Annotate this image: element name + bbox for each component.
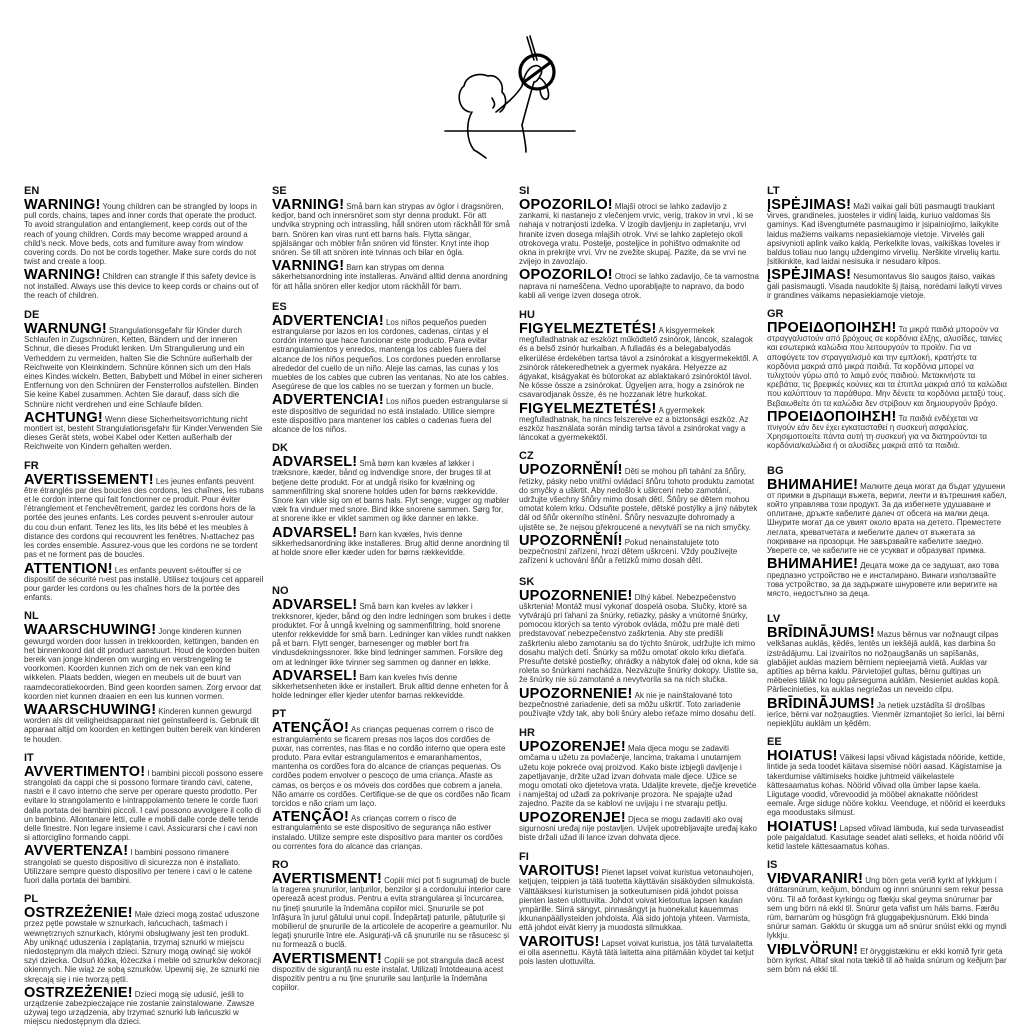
warning-text: Ja netiek uzstādīta šī drošības ierīce, bērni var nožņaugties. Vienmēr izmantojiet šo ierīci, lai bērni nepiekļūtu auklām un ķēdēm. [767, 700, 1005, 728]
warning-text: Mlajši otroci se lahko zadavijo z zankami, ki nastanejo z vlečenjem vrvic, verig, trakov in vrvi , ki se nahaja v notranjosti izdelka. V izogib davljenju in zapletanju, vrvi hranite izven dosega mlajših otrok. Vrvi se lahko zapletejo okoli otrokovega vratu. Postelje, posteljice in pohištvo odmaknite od okna in prekrijte vrvi. Vrv ne zvežite skupaj. Pazite, da se vrvi ne zvijejo in zavozlajo. [519, 202, 754, 267]
warning-text: Малките деца могат да бъдат удушени от примки в дърпащи въжета, вериги, ленти и вътрешния кабел, който управлява този продукт. За да избегнете удушаване и оплитане, дръжте кабелите далеч от обсега на малки деца. Шнурите могат да се увият около врата на детето. Преместете леглата, креватчетата и мебелите далеч от въжетата за покриване на прозорци. Не завързвайте кабелите заедно. Уверете се, че кабелите не се усукват и образуват примка. [767, 481, 1007, 556]
language-section-is [767, 859, 1007, 974]
language-section-hr [519, 727, 759, 842]
language-code: BG [767, 464, 784, 477]
language-section-it [24, 752, 264, 885]
warning-title: VIÐLVÖRUN! [767, 941, 859, 958]
warning-paragraph [24, 622, 264, 701]
warning-text: Djeca se mogu zadaviti ako ovaj sigurnosni uređaj nije postavljen. Uvijek upotrebljavajte uređaj kako biste držali užad ili lance izvan dohvata djece. [519, 814, 757, 842]
warning-paragraph [24, 843, 264, 885]
language-code: SI [519, 185, 530, 197]
warning-title: WARNING! [24, 267, 101, 284]
warning-title: ACHTUNG! [24, 409, 103, 426]
language-code: DE [24, 309, 40, 322]
warning-text: Barn kan kveles hvis denne sikkerhetsenheten ikke er installert. Bruk alltid denne enheten for å holde ledninger eller kjeder utenfor barnas rekkevidde. [272, 672, 509, 701]
warning-text: A kisgyermekek megfulladhatnak az eszközt működtető zsinórok, láncok, szalagok és a belső zsinór hurkaiban. A fulladás és a belegabalyodás elkerülése érdekében tartsa távol a zsinórokat a kisgyermekektől. A zsinórok rátekeredhetnek a gyermek nyakára. Helyezze az ágyakat, kiságyakat és bútorokat az ablaktakaró zsinóroktól távol. Ne kösse össze a zsinórokat. Ügyeljen arra, hogy a zsinórok ne csavarodjanak össze, és ne hozzanak létre hurkokat. [519, 326, 758, 400]
warning-paragraph [767, 197, 1007, 267]
warning-paragraph [767, 871, 1007, 941]
language-code: ES [272, 300, 287, 313]
warning-text: I bambini piccoli possono essere strangolati da cappi che si possono formare tirando cavi, catene, nastri e il cavo interno che serve per operare questo prodotto. Per evitare lo strangolamento e l›intrappolamento tenere le corde fuori dalla portata dei bambini piccoli. I cavi possono avvolgere il collo di un bambino. Allontanare letti, culle e mobili dalle corde delle tende delle finestre. Non legare insieme i cavi. Assicurarsi che i cavi non si attorciglino formando cappi. [24, 768, 263, 843]
warning-text: Pokud nenainstalujete toto bezpečnostní zařízení, hrozí dětem uškrcení. Vždy používejte zařízení k uchování šňůr a řetízků mimo dosah dětí. [519, 537, 738, 566]
language-code: IT [24, 751, 34, 764]
warning-paragraph [519, 933, 759, 967]
warning-text: Децата може да се задушат, ако това предпазно устройство не е инсталирано. Винаги използвайте това устройство, за да задържате шнуровете или веригите на място, недостъпно за деца. [767, 561, 1000, 598]
warning-text: Les enfants peuvent s›étouffer si ce dispositif de sécurité n›est pas installé. Utilisez toujours cet appareil pour garder les cordons ou les chaînes hors de la portée des enfants. [24, 565, 264, 603]
language-section-ee [767, 736, 1007, 851]
warning-title: FIGYELMEZTETÉS! [519, 321, 657, 338]
language-code: EN [24, 185, 40, 197]
warning-column [24, 185, 264, 1032]
warning-text: Barn kan strypas om denna säkerhetsanordning inte installeras. Använd alltid denna anordning för att hålla snören eller kedjor utom räckhåll för barn. [272, 263, 508, 291]
warning-paragraph [272, 392, 512, 435]
warning-title: OPOZORILO! [519, 267, 613, 284]
warning-paragraph [519, 400, 759, 443]
warning-text: Copiii se pot strangula dacă acest dispozitiv de siguranță nu este instalat. Utilizați întotdeauna acest dispozitiv pentru a nu ține șnururile sau lanțurile la îndemâna copiilor. [272, 955, 505, 993]
warning-title: ВНИМАНИЕ! [767, 476, 859, 493]
warning-title: WARNING! [24, 197, 101, 213]
language-section-sk [519, 576, 759, 719]
warning-text: As crianças pequenas correm o risco de estrangulamento se ficarem presas nos laços dos cordões de puxar, nas correntes, nas fitas e no cordão interno que opera este produto. Para evitar estrangulamentos e emaranhamentos, mantenha os cordões fora do alcance de crianças pequenas. Os cordões podem envolver o pescoço de uma criança. Afaste as camas, os berços e os móveis dos cordões que cobrem a janela. Não amarre os cordões. Certifique-se de que os cordões não ficam torcidos e não criam um laço. [272, 725, 511, 808]
warning-title: ΠΡΟΕΙΔΟΠΟΙΗΣΗ! [767, 408, 897, 425]
child-reaching-cord-prohibited-icon [430, 0, 590, 170]
language-code: HU [519, 309, 535, 322]
warning-text: Kinderen kunnen gewurgd worden als dit veiligheidsapparaat niet geïnstalleerd is. Gebruik dit apparaat altijd om koorden en kettingen buiten bereik van kinderen te houden. [24, 706, 261, 744]
warning-paragraph [272, 454, 512, 524]
warning-paragraph [519, 809, 759, 843]
warning-title: UPOZORNENIE! [519, 685, 633, 702]
language-code: HR [519, 727, 535, 740]
warning-text: Små børn kan kvæles af løkker i træksnore, kæder, bånd og indvendige snore, der bruges til at betjene dette produkt. For at undgå risiko for kvælning og sammenfiltring skal snorene holdes uden for børns rækkevidde. Snore kan vikle sig om et barns hals. Flyt senge, vugger og møbler væk fra vinduer med snore. Bind ikke snorene sammen. Sørg for, at snorene ikke er viklet sammen og ikke danner en løkke. [272, 459, 509, 524]
warning-column [519, 185, 759, 971]
warning-title: AVVERTIMENTO! [24, 763, 146, 780]
language-section-gr [767, 308, 1007, 451]
warning-title: BRĪDINĀJUMS! [767, 695, 875, 712]
warning-paragraph [519, 267, 759, 300]
language-section-dk [272, 442, 512, 557]
language-section-no [272, 585, 512, 700]
warning-title: UPOZORNENIE! [519, 587, 633, 604]
language-section-en [24, 185, 264, 300]
warning-paragraph [272, 667, 512, 701]
language-code: GR [767, 308, 784, 321]
warning-text: Małe dzieci mogą zostać uduszone przez pętle powstałe w sznurkach, łańcuchach, taśmach i wewnętrznych sznurkach, którymi obsługiwany jest ten produkt. Aby uniknąć uduszenia i zaplątania, trzymaj sznurki w miejscu niedostępnym dla małych dzieci. Sznury mogą owinąć się wokół szyi dziecka. Odsuń łóżka, łóżeczka i meble od sznurków dekoracji okiennych. Nie wiąż ze sobą sznurków. Upewnij się, że sznurki nie skręcają się i nie tworzą pętli. [24, 910, 261, 984]
language-section-fr [24, 460, 264, 603]
warning-text: Børn kan kvæles, hvis denne sikkerhedsanordning ikke installeres. Brug altid denne anordning til at holde snore eller kæder uden for børns rækkevidde. [272, 529, 510, 558]
language-code: IS [767, 859, 778, 872]
warning-text: Dzieci mogą się udusić, jeśli to urządzenie zabezpieczające nie zostanie zainstalowane. Zawsze używaj tego urządzenia, aby trzymać sznurki lub łańcuszki w miejscu niedostępnym dla dzieci. [24, 989, 255, 1027]
warning-column [272, 185, 512, 997]
warning-title: VIÐVARANIR! [767, 871, 864, 888]
warning-text: Lapsed võivad lämbuda, kui seda turvaseadist pole paigaldatud. Kasutage seadet alati selleks, et hoida nöörid või ketid lastele kättesaamatus kohas. [767, 823, 1004, 851]
warning-title: ADVARSEL! [272, 597, 358, 614]
warning-title: ADVERTENCIA! [272, 312, 384, 329]
language-section-cz [519, 450, 759, 565]
language-section-fi [519, 851, 759, 966]
warning-paragraph [272, 258, 512, 291]
warning-title: UPOZORNĚNÍ! [519, 532, 623, 549]
warning-title: ВНИМАНИЕ! [767, 556, 859, 573]
language-code: RO [272, 858, 289, 871]
language-code: FR [24, 459, 39, 472]
warning-paragraph [767, 476, 1007, 556]
language-code: LT [767, 185, 780, 197]
language-code: CZ [519, 450, 534, 463]
warning-text: Maži vaikai gali būti pasmaugti traukiant virves, grandineles, juosteles ir vidinį laidą, kuriuo valdomas šis gaminys. Kad išvengtumėte pasmaugimo ir įsipainiojimo, laikykite laidus mažiems vaikams nepasiekiamoje vietoje. Virvelės gali apsivynioti aplink vaiko kaklą. Perkelkite lovas, vaikiškas loveles ir baldus toliau nuo langų uždengimo virvelių. Nerškite virvelių kartu. Įsitikinkite, kad laidai nesisuka ir nesudaro kilpos. [767, 202, 1001, 267]
language-section-lt [767, 185, 1007, 300]
warning-text: Dlhý kábel. Nebezpečenstvo uškrtenia! Montáž musí vykonať dospelá osoba. Slučky, ktoré sa vytvárajú pri ťahaní za šnúrky, retiazky, pásky a vnútorné šnúrky, pomocou ktorých sa tento výrobok ovláda, môžu pre malé deti predstavovať nebezpečenstvo zaškrtenia. Aby ste predišli zaškrteniu alebo zamotaniu sa do týchto šnúrok, udržujte ich mimo dosahu malých detí. Šnúrky sa môžu omotať okolo krku dieťaťa. Presuňte detské postieľky, ohrádky a nábytok ďalej od okna, kde sa roleta so šnúrkami nachádza. Nezväzujte šnúrky dokopy. Uistite sa, že šnúrky nie sú zamotané a nevytvorila sa na nich slučka. [519, 592, 759, 685]
language-section-bg [767, 465, 1007, 598]
warning-paragraph [767, 408, 1007, 451]
warning-paragraph [767, 695, 1007, 729]
warning-paragraph [24, 560, 264, 603]
warning-text: Mazus bērnus var nožnaugt cilpas velkšanas auklās, ķēdēs, lentēs un iekšējā auklā, kas darbina šo izstrādājumu. Lai izvairītos no nožņaugšanās un sapīšanās, glabājiet auklas maziem bērniem nepieejamā vietā. Auklas var aptīties ap bērna kaklu. Pārvietojiet gultas, bērnu gultiņas un mēbeles tālāk no logu pārseguma auklām. Nesieniet auklas kopā. Pārliecinieties, ka auklas negriežas un neveido cilpu. [767, 630, 1001, 695]
warning-text: Pienet lapset voivat kuristua vetonauhojen, ketjujen, teippien ja tätä tuotetta käyttävän sisäköyden silmukoista. Välttääksesi kuristumisen ja sotkeutumisen pidä johdot poissa pienten lasten ulottuvilta. Johdot voivat kietoutua lapsen kaulan ympärille. Siirrä sängyt, pinnasängyt ja huonekalut kauemmas ikkunanpäällysteiden johdoista. Älä sido johtoja yhteen. Varmista, että johdot eivät kierry ja muodosta silmukkaa. [519, 868, 755, 933]
warning-title: ATENÇÃO! [272, 809, 350, 826]
language-code: EE [767, 736, 782, 749]
warning-paragraph [519, 685, 759, 719]
warning-paragraph [767, 625, 1007, 695]
warning-paragraph [519, 739, 759, 809]
language-code: NO [272, 585, 289, 598]
warning-title: ADVARSEL! [272, 667, 358, 684]
warning-paragraph [519, 321, 759, 400]
warning-text: Ak nie je nainštalované toto bezpečnostné zariadenie, deti sa môžu uškrtiť. Toto zariadenie používajte vždy tak, aby boli šnúry alebo reťaze mimo dosahu detí. [519, 690, 756, 718]
language-section-lv [767, 613, 1007, 728]
warning-text: Τα παιδιά ενδέχεται να πνιγούν εάν δεν έχει εγκατασταθεί η συσκευή ασφαλείας. Χρησιμοποιείτε πάντα αυτή τη συσκευή για να διατηρούνται τα κορδόνια/καλώδια ή οι αλυσίδες μακριά από τα παιδιά. [767, 413, 988, 451]
warning-title: AVVERTENZA! [24, 843, 129, 860]
warning-title: VAROITUS! [519, 933, 600, 950]
warning-title: ATTENTION! [24, 560, 113, 577]
language-code: NL [24, 610, 39, 623]
warning-paragraph [272, 312, 512, 392]
warning-paragraph [24, 763, 264, 843]
warning-text: Otroci se lahko zadavijo, če ta varnostna naprava ni nameščena. Vedno uporabljajte to napravo, da bodo kabli ali verige izven dosega otrok. [519, 272, 759, 300]
warning-text: Nesumontavus šio saugos įtaiso, vaikas gali pasismaugti. Visada naudokite šį įtaisą, norėdami laikyti virves ir grandines vaikams nepasiekiamoje vietoje. [767, 272, 1003, 300]
warning-paragraph [519, 197, 759, 267]
warning-column [767, 185, 1007, 979]
language-section-hu [519, 309, 759, 442]
language-section-es [272, 301, 512, 434]
language-code: SE [272, 185, 287, 197]
warning-text: Wenn diese Sicherheitsvorrichtung nicht montiert ist, besteht Strangulationsgefahr für Kinder.Verwenden Sie dieses Gerät stets, wobei Kabel oder Ketten außerhalb der Reichweite von Kindern gehalten werden. [24, 414, 263, 452]
warning-paragraph [519, 532, 759, 566]
warning-text: Los niños pueden estrangularse si este dispositivo de seguridad no está instalado. Utilice siempre este dispositivo para mantener los cables o cadenas fuera del alcance de los niños. [272, 397, 508, 435]
language-code: SK [519, 575, 535, 588]
warning-paragraph [767, 267, 1007, 300]
warning-title: AVERTISMENT! [272, 950, 383, 967]
language-code: DK [272, 442, 288, 455]
warning-text: As crianças correm o risco de estrangulamento se este dispositivo de segurança não estiver instalado. Utilize sempre este dispositivo para manter os cordões ou correntes fora do alcance das crianças. [272, 814, 503, 851]
warning-paragraph [272, 950, 512, 993]
warning-text: Små barn kan strypas av öglor i dragsnören, kedjor, band och innersnöret som styr denna produkt. För att undvika strypning och intrassling, håll snören utom räckhåll för små barn. Snören kan viras runt ett barns hals. Flytta sängar, spjälsängar och möbler från snören vid fönster. Knyt inte ihop snören. Se till att snören inte tvinnas och bilar en ögla. [272, 202, 510, 258]
warning-paragraph [519, 462, 759, 532]
warning-paragraph [24, 701, 264, 744]
warning-title: ADVARSEL! [272, 454, 358, 471]
warning-title: BRĪDINĀJUMS! [767, 625, 875, 642]
warning-title: ADVARSEL! [272, 524, 358, 541]
warning-paragraph [272, 720, 512, 808]
warning-text: Lapset voivat kuristua, jos tätä turvalaitetta ei olla asennettu. Käytä tätä laitetta aina pitämään köydet tai ketjut pois lasten ulottuvilta. [519, 938, 754, 966]
warning-paragraph [767, 941, 1007, 975]
warning-title: WAARSCHUWING! [24, 701, 157, 718]
warning-text: Ef öryggistækinu er ekki komið fyrir geta börn kyrkst. Alltaf skal nota tækið til að halda snúrum og keðjum þar sem börn ná ekki til. [767, 946, 1007, 974]
language-section-pt [272, 708, 512, 851]
warning-paragraph [24, 321, 264, 409]
language-section-ro [272, 859, 512, 992]
warning-text: Jonge kinderen kunnen gewurgd worden door lussen in trekkoorden, kettingen, banden en het binnenkoord dat dit product aanstuurt. Houd de koorden buiten bereik van jonge kinderen om wurging en verstrengeling te voorkomen. Koorden kunnen zich om de nek van een kind wikkelen. Plaats bedden, wiegen en meubels uit de buurt van raamdecoratiekoorden. Bind geen koorden samen. Zorg ervoor dat koorden niet kunnen draaien en een lus kunnen vormen. [24, 627, 262, 701]
warning-paragraph [767, 818, 1007, 852]
warning-title: VARNING! [272, 197, 345, 213]
warning-title: WARNUNG! [24, 321, 107, 338]
warning-paragraph [272, 197, 512, 258]
warning-title: UPOZORENJE! [519, 809, 626, 826]
warning-title: UPOZORENJE! [519, 739, 626, 756]
warning-paragraph [767, 748, 1007, 818]
warning-paragraph [24, 409, 264, 452]
warning-title: ĮSPĖJIMAS! [767, 267, 852, 284]
warning-paragraph [272, 524, 512, 558]
warning-text: Ung börn geta verið kyrkt af lykkjum í dráttarsnúrum, keðjum, böndum og innri snúrunni sem rekur þessa vöru. Til að forðast kyrkingu og flækju skal geyma snúrurnar þar sem ung börn ná ekki til. Snúrur geta vafist um háls barns. Færðu rúm, barnarúm og húsgögn frá gluggaþekjusnúrum. Ekki binda snúrur saman. Gakktu úr skugga um að snúrur snúist ekki og myndi lykkju. [767, 876, 1007, 941]
warning-title: AVERTISSEMENT! [24, 471, 154, 488]
warning-paragraph [24, 197, 264, 267]
warning-paragraph [24, 267, 264, 300]
language-code: LV [767, 613, 781, 626]
warning-title: ADVERTENCIA! [272, 392, 384, 409]
warning-paragraph [272, 597, 512, 667]
warning-paragraph [767, 320, 1008, 408]
language-code: PL [24, 893, 39, 906]
warning-title: VAROITUS! [519, 863, 600, 880]
warning-title: OPOZORILO! [519, 197, 613, 213]
warning-paragraph [24, 471, 264, 560]
warning-title: ĮSPĖJIMAS! [767, 197, 852, 213]
warning-text: Young children can be strangled by loops in pull cords, chains, tapes and inner cords that operate the product. To avoid strangulation and entanglement, keep cords out of the reach of young children. Cords may become wrapped around a child's neck. Move beds, cots and furniture away from window covering cords. Do not be cords together. Make sure cords do not twist and create a loop. [24, 202, 257, 267]
language-code: PT [272, 708, 287, 721]
warning-paragraph [24, 984, 264, 1027]
language-section-de [24, 309, 264, 452]
warning-title: WAARSCHUWING! [24, 622, 157, 639]
warning-title: ΠΡΟΕΙΔΟΠΟΙΗΣΗ! [767, 320, 897, 337]
warning-text: Τα μικρά παιδιά μπορούν να στραγγαλιστούν από βρόχους σε κορδόνια έλξης, αλυσίδες, ταινίες και εσωτερικά καλώδια που λειτουργούν το προϊόν. Για να αποφύγετε τον στραγγαλισμό και την εμπλοκή, κρατήστε τα κορδόνια μακριά από μικρά παιδιά. Τα κορδόνια μπορεί να τυλιχτούν γύρω από το λαιμό ενός παιδιού. Μετακινήστε τα κρεβάτια, τις βρεφικές κούνιες και τα έπιπλα μακριά από τα καλώδια που καλύπτουν τα παράθυρα. Μην δένετε τα κορδόνια μεταξύ τους. Βεβαιωθείτε ότι τα καλώδια δεν στρίβουν και δημιουργούν βρόχο. [767, 325, 1008, 408]
warning-text: Små barn kan kveles av løkker i trekksnorer, kjeder, bånd og den indre ledningen som brukes i dette produktet. For å unngå kvelning og sammenfiltring, hold snorene utenfor rekkevidde for små barn. Ledninger kan vikles rundt nakken på et barn. Flytt senger, barnesenger og møbler bort fra vindusdekningssnorer. Ikke bind ledninger sammen. Forsikre deg om at ledninger ikke tvinner seg sammen og danner en løkke. [272, 602, 511, 667]
warning-paragraph [272, 870, 512, 950]
language-section-nl [24, 610, 264, 743]
warning-title: UPOZORNĚNÍ! [519, 462, 623, 479]
warning-title: AVERTISMENT! [272, 870, 383, 887]
warning-text: Los niños pequeños pueden estrangularse por lazos en los cordones, cadenas, cintas y el cordón interno que hace funcionar este producto. Para evitar estrangulamientos y enredos, mantenga los cables fuera del alcance de los niños pequeños. Los cordones pueden enrollarse alrededor del cuello de un niño. Aleje las camas, las cunas y los muebles de los cables que cubren las ventanas. No ate los cables. Asegúrese de que los cables no se tuerzan y formen un bucle. [272, 317, 509, 392]
language-code: FI [519, 851, 529, 864]
language-section-se [272, 185, 512, 291]
warning-text: Děti se mohou při tahání za šňůry, řetízky, pásky nebo vnitřní ovládací šňůru tohoto produktu zamotat do smyčky a uškrtit. Aby nedošlo k uškrcení nebo zamotání, udržujte všechny šňůry mimo dosah dětí. Šňůry se dětem mohou omotat kolem krku. Odsuňte postele, dětské postýlky a jiný nábytek dál od šňůr okenního stínění. Šňůry nesvazujte dohromady a ujistěte se, že nejsou překroucené a nevytváří se na nich smyčky. [519, 467, 758, 532]
warning-paragraph [24, 905, 264, 984]
language-section-pl [24, 893, 264, 1026]
warning-text: Mala djeca mogu se zadaviti omčama u užetu za povlačenje, lancima, trakama i unutarnjem užetu koje pokreće ovaj proizvod. Kako biste izbjegli davljenje i zapetljavanje, držite užad izvan dohvata male djece. Užice se mogu omotati oko djetetova vrata. Udaljite krevete, dječje krevetiće i namještaj od užadi za pokrivanje prozora. Ne spajajte užad zajedno. Pazite da se kablovi ne uvijaju i ne stvaraju petlju. [519, 744, 757, 809]
warning-text: Children can strangle if this safety device is not installed. Always use this device to keep cords or chains out of the reach of children. [24, 272, 259, 300]
warning-paragraph [767, 556, 1007, 598]
warning-text: I bambini possono rimanere strangolati se questo dispositivo di sicurezza non è installato. Utilizzare sempre questo dispositivo per tenere i cavi o le catene fuori dalla portata dei bambini. [24, 848, 253, 885]
warning-text: Copiii mici pot fi sugrumați de bucle la tragerea șnururilor, lanțurilor, benzilor și a cordonului interior care operează acest produs. Pentru a evita strangularea și încurcarea, nu țineți șnururile la îndemâna copiilor mici. Șnururile se pot înfășura în jurul gâtului unui copil. Îndepărtați paturile, pătuțurile și mobilierul de șnururile de la articolele de acoperire a geamurilor. Nu legați șnururile între ele. Asigurați-vă că șnururile nu se răsucesc și nu formează o buclă. [272, 875, 512, 950]
warning-title: HOIATUS! [767, 818, 838, 835]
warning-title: HOIATUS! [767, 748, 838, 765]
warning-text: A gyermekek megfulladhatnak, ha nincs felszerelve ez a biztonsági eszköz. Az eszköz használata során mindig tartsa távol a zsinórokat vagy a láncokat a gyermekektől. [519, 405, 749, 443]
warning-text: Väikesi lapsi võivad kägistada nööride, kettide, lintide ja seda toodet käitava sisemise nööri aasad. Kägistamise ja takerdumise vältimiseks hoidke juhtmeid väikelastele kättesaamatus kohas. Nöörid võivad olla ümber lapse kaela. Liigutage voodid, võrevoodid ja mööbel aknakatte nööridest eemale. Ärge siduge nööre kokku. Veenduge, et nöörid ei keerduks ega moodustaks silmust. [767, 753, 1006, 818]
warning-title: OSTRZEŻENIE! [24, 905, 133, 922]
warning-paragraph [519, 863, 759, 933]
warning-title: VARNING! [272, 258, 345, 275]
warning-paragraph [272, 809, 512, 851]
warning-title: FIGYELMEZTETÉS! [519, 400, 657, 417]
warning-title: ATENÇÃO! [272, 720, 350, 737]
warning-text: Strangulationsgefahr für Kinder durch Schlaufen in Zugschnüren, Ketten, Bändern und der inneren Schnur, die dieses Produkt lenken. Um Strangulierung und ein Verheddern zu vermeiden, halten Sie die Schnüre außerhalb der Reichweite von Kleinkindern. Schnüre können sich um den Hals eines Kindes wickeln. Betten, Babybett und Möbel in einer sicheren Entfernung von den Schnüren der Fensterrollos aufstellen. Binden Sie keine Kabel zusammen. Achten Sie darauf, dass sich die Schnüre nicht verdrehen und eine Schlaufe bilden. [24, 326, 263, 409]
warning-text: Les jeunes enfants peuvent être étranglés par des boucles des cordons, les chaînes, les rubans et le cordon interne qui fait fonctionner ce produit. Pour éviter l'étranglement et l'enchevêtrement, gardez les cordons hors de la portée des jeunes enfants. Les cordes peuvent s›enrouler autour du cou d›un enfant. Tenez les lits, les lits bébé et les meubles à distance des cordons qui recouvrent les fenêtres. N›attachez pas les cordes ensemble. Assurez-vous que les cordons ne se tordent pas et ne forment pas de boucles. [24, 476, 264, 560]
language-section-si [519, 185, 759, 300]
warning-paragraph [519, 587, 759, 685]
warning-title: OSTRZEŻENIE! [24, 984, 133, 1001]
